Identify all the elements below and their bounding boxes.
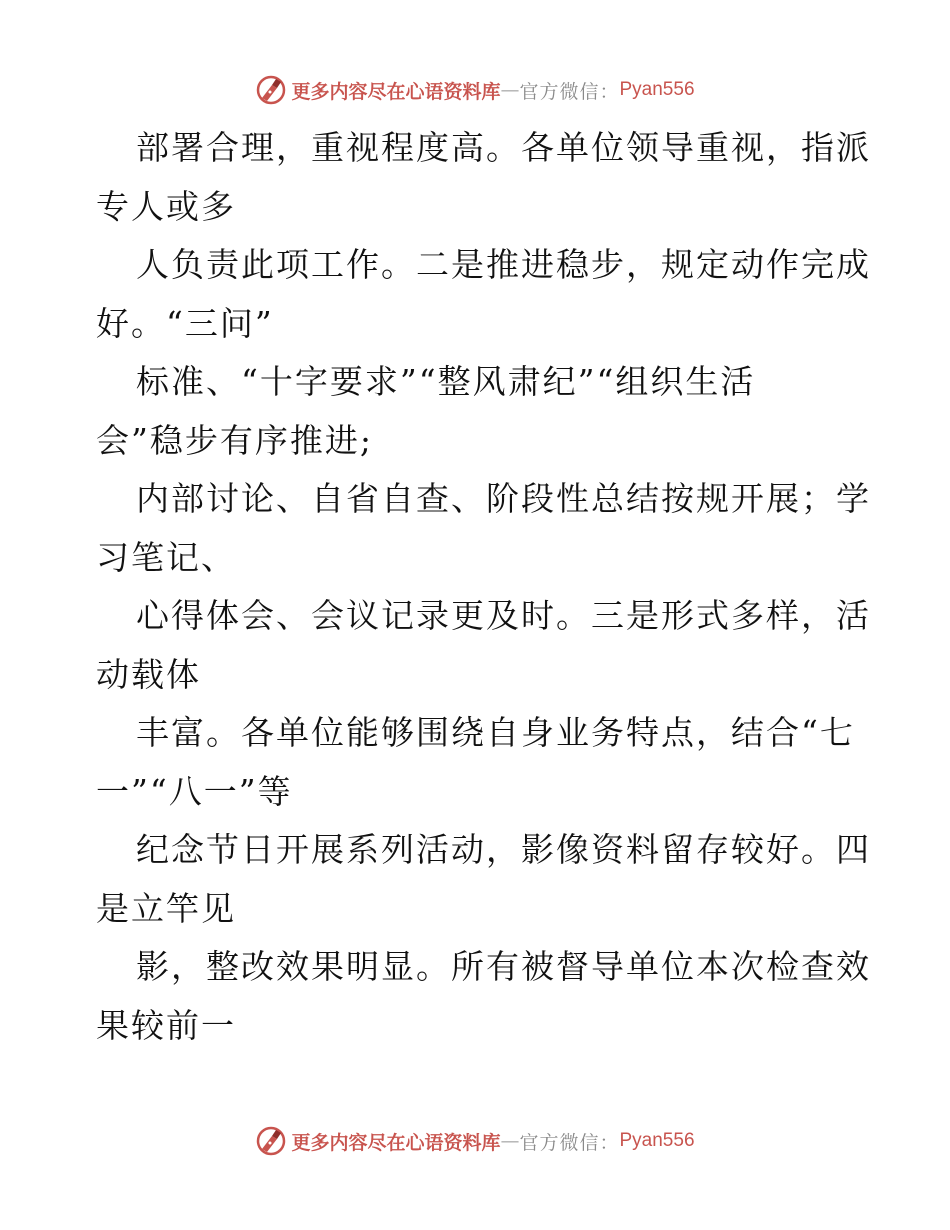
- paragraph: [96, 587, 871, 704]
- paragraph: [96, 353, 866, 470]
- text-line: 一”“八一”等: [96, 771, 293, 811]
- paragraph: [96, 938, 871, 1055]
- separator-dash: —: [500, 79, 520, 101]
- footer-banner: [0, 1123, 950, 1159]
- text-line: 习笔记、: [96, 537, 236, 577]
- paragraph: [96, 119, 871, 236]
- text-line: 动载体: [96, 654, 201, 694]
- paragraph: [96, 821, 871, 938]
- text-line: 人负责此项工作。二是推进稳步，规定动作完成: [136, 245, 871, 284]
- pen-nib-logo-icon: [255, 1125, 287, 1157]
- text-line: 心得体会、会议记录更及时。三是形式多样，活: [136, 596, 871, 635]
- paragraph: [96, 470, 871, 587]
- pen-nib-logo-icon: [255, 74, 287, 106]
- text-line: 部署合理，重视程度高。各单位领导重视，指派: [136, 128, 871, 167]
- official-label: 官方微信：: [519, 1131, 620, 1154]
- official-label: 官方微信：: [519, 80, 620, 103]
- text-line: 好。“三问”: [96, 303, 274, 343]
- paragraph: [96, 704, 866, 821]
- site-name: 更多内容尽在心语资料库: [291, 80, 501, 103]
- text-line: 丰富。各单位能够围绕自身业务特点，结合“七: [136, 713, 855, 752]
- text-line: 内部讨论、自省自查、阶段性总结按规开展；学: [136, 479, 871, 518]
- text-line: 果较前一: [96, 1005, 236, 1045]
- text-line: 纪念节日开展系列活动，影像资料留存较好。四: [136, 830, 871, 869]
- text-line: 是立竿见: [96, 888, 236, 928]
- wechat-id: Pyan556: [619, 1130, 695, 1151]
- text-line: 专人或多: [96, 186, 236, 226]
- separator-dash: —: [500, 1130, 520, 1152]
- paragraph: [96, 236, 871, 353]
- site-name: 更多内容尽在心语资料库: [291, 1131, 501, 1154]
- wechat-id: Pyan556: [619, 79, 695, 100]
- text-line: 标准、“十字要求”“整风肃纪”“组织生活: [136, 362, 756, 401]
- text-line: 影，整改效果明显。所有被督导单位本次检查效: [136, 947, 871, 986]
- header-banner: [0, 72, 950, 108]
- text-line: 会”稳步有序推进;: [96, 420, 373, 460]
- document-body: [96, 119, 871, 1055]
